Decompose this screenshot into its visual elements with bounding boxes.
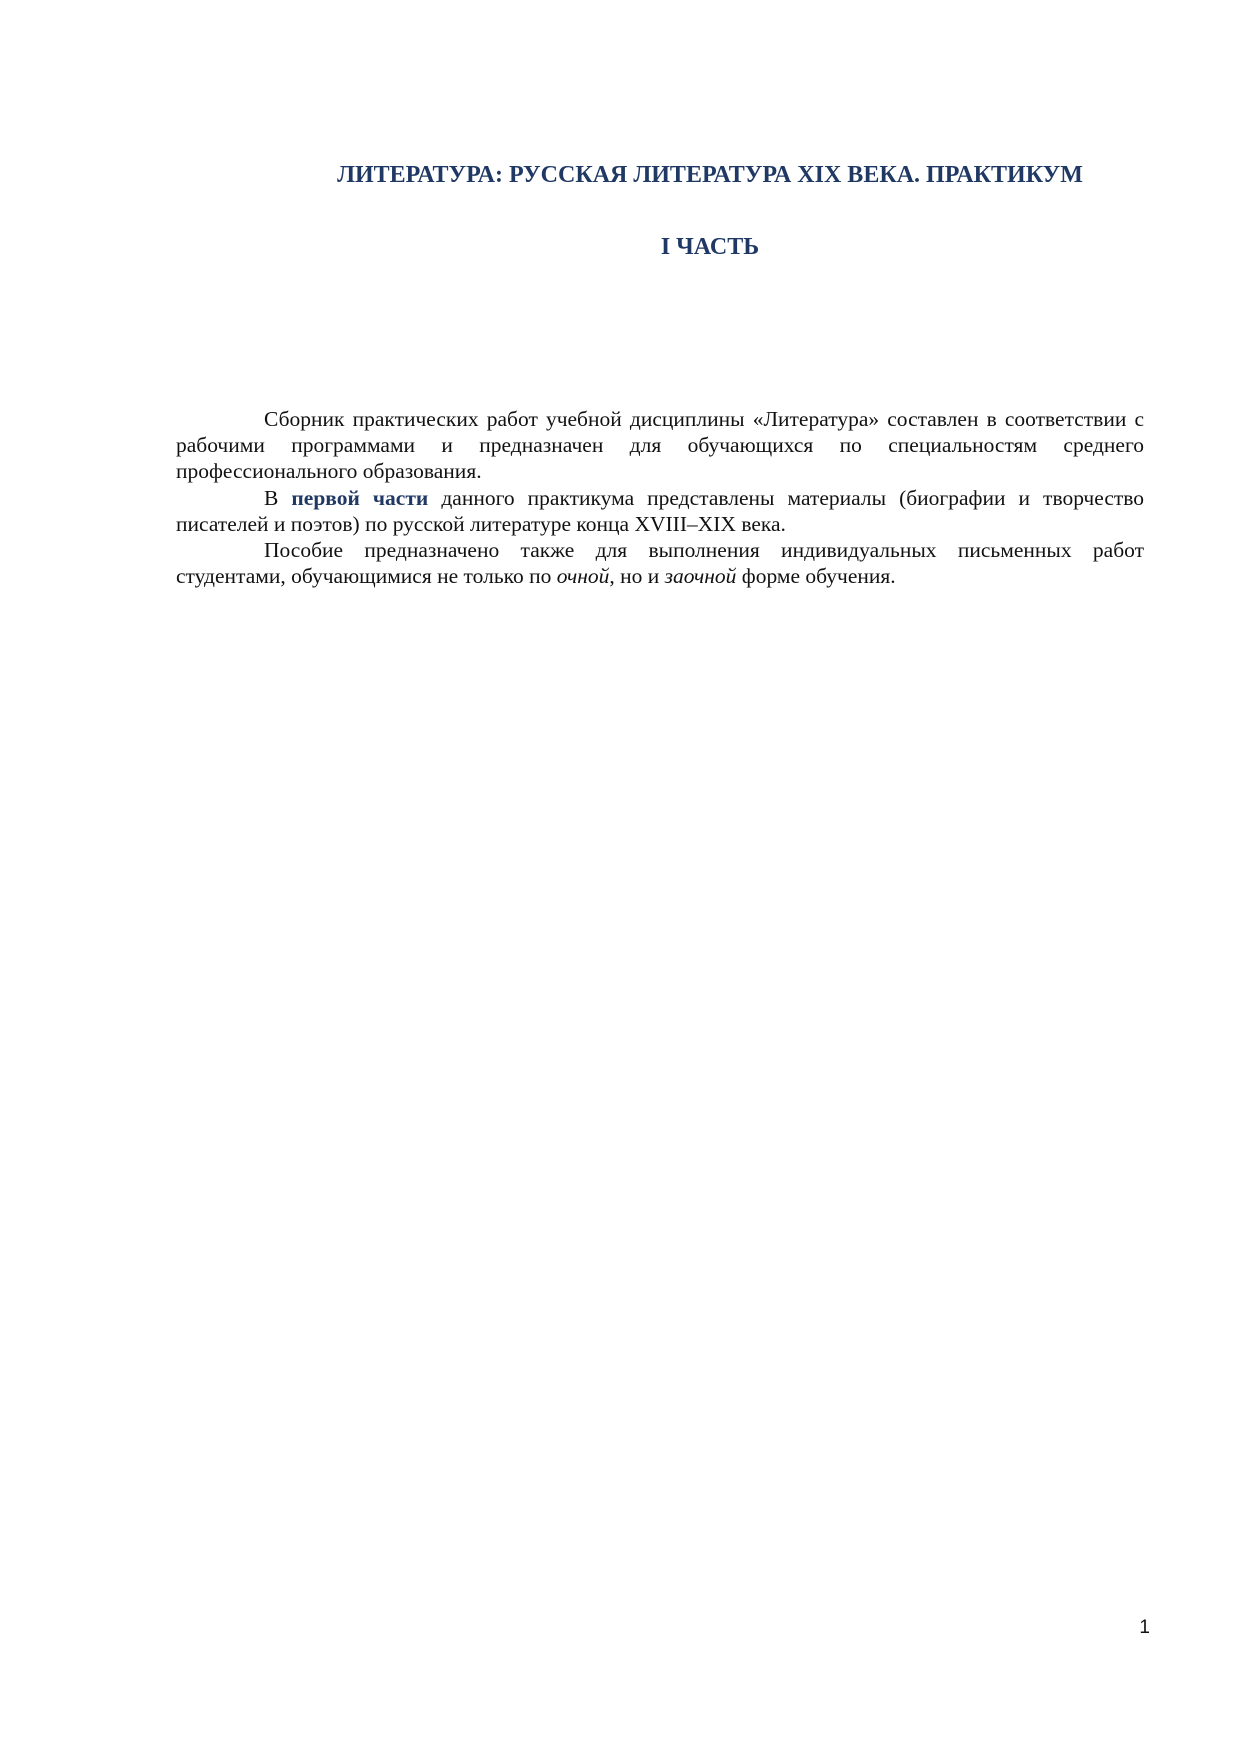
- paragraph-study-forms-post: форме обучения.: [736, 564, 896, 589]
- paragraph-study-forms-pre: Пособие предназначено также для выполнения индивидуальных письменных работ студентами, обучающимися не только по: [176, 538, 1144, 589]
- paragraph-first-part: [176, 485, 1144, 537]
- page-number: 1: [1139, 1617, 1150, 1638]
- document-subtitle: I ЧАСТЬ: [660, 234, 760, 260]
- first-part-emphasis: первой части: [291, 485, 429, 510]
- distance-emphasis: заочной: [664, 564, 737, 589]
- document-title: ЛИТЕРАТУРА: РУССКАЯ ЛИТЕРАТУРА XIX ВЕКА. ПРАКТИКУМ: [337, 162, 1083, 188]
- document-body: [176, 406, 1144, 589]
- paragraph-study-forms: [176, 537, 1144, 589]
- paragraph-first-part-post: данного практикума представлены материалы (биографии и творчество писателей и поэтов) по русской литературе конца XVIII–XIX века.: [176, 485, 1145, 536]
- paragraph-intro: Сборник практических работ учебной дисциплины «Литература» составлен в соответствии с рабочими программами и предназначен для обучающихся по специальностям среднего профессионального образования.: [176, 407, 1144, 484]
- full-time-emphasis: очной: [556, 564, 610, 589]
- paragraph-study-forms-mid: , но и: [609, 564, 665, 589]
- paragraph-first-part-pre: В: [264, 485, 292, 510]
